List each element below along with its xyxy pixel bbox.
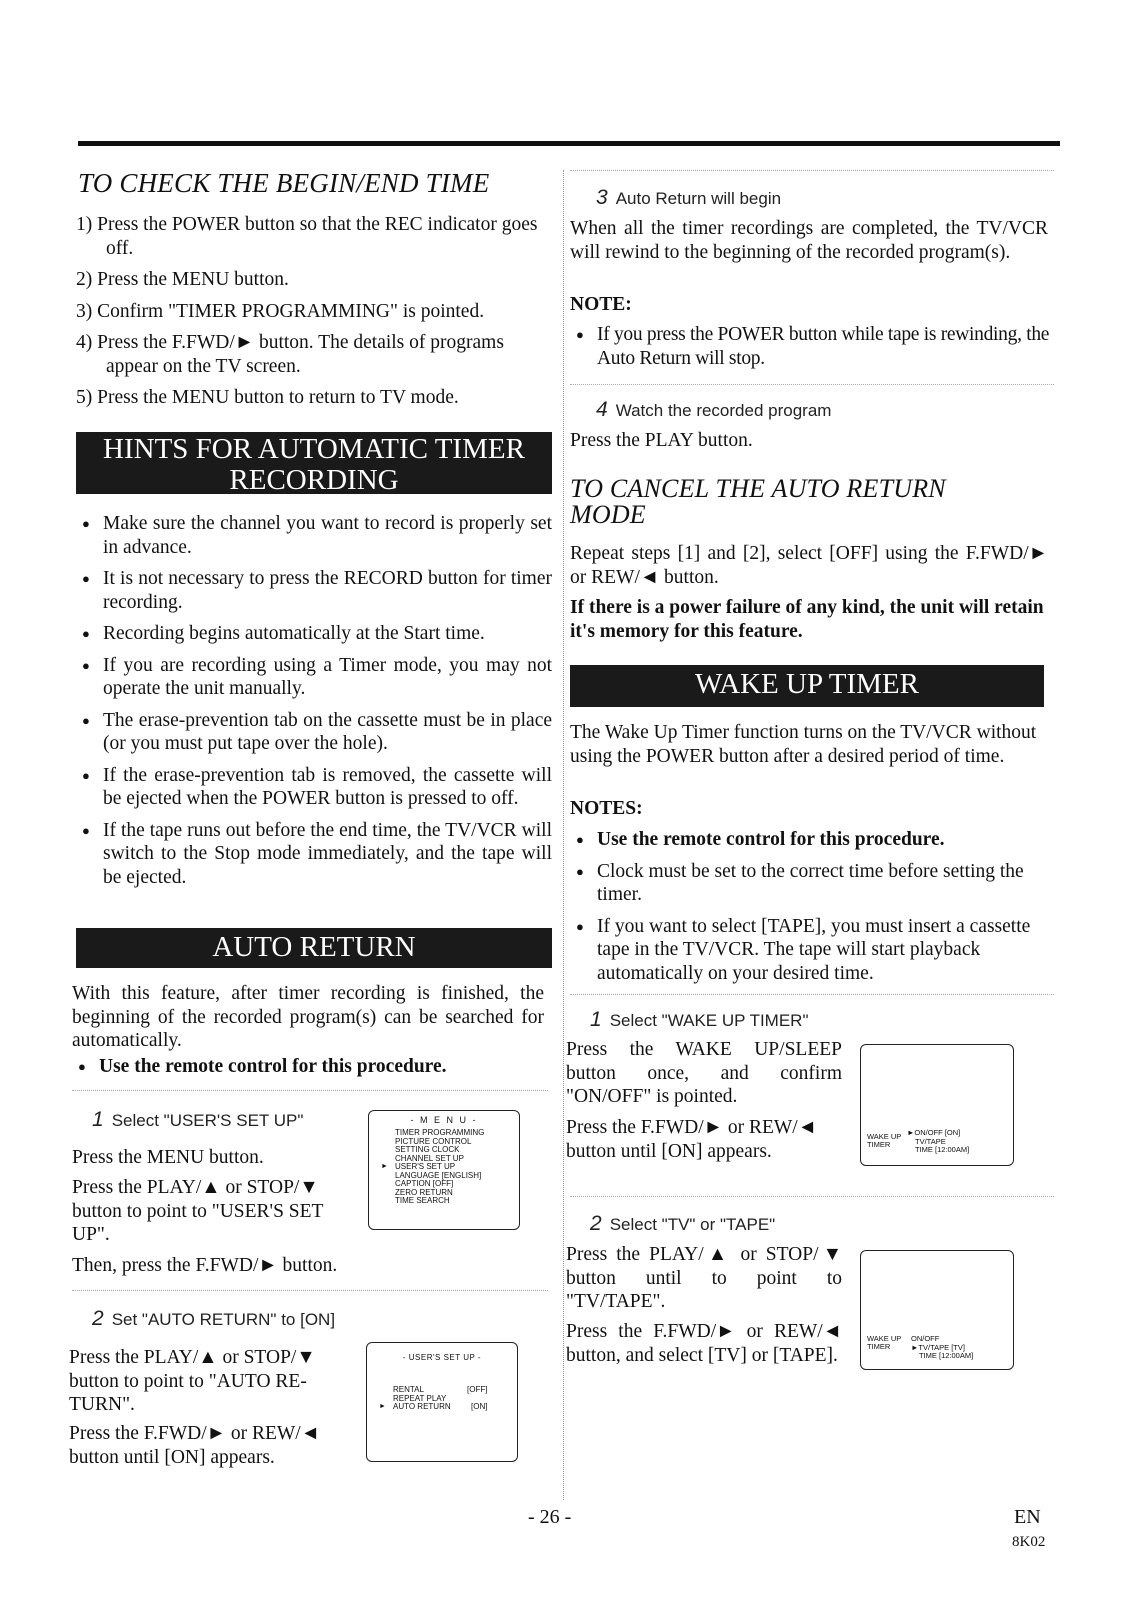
wake-step1-p1: Press the WAKE UP/SLEEP button once, and confirm "ON/OFF" is pointed.: [566, 1039, 842, 1107]
divider: [570, 384, 1054, 386]
auto-return-intro: With this feature, after timer recording is finished, the beginning of the recorded program(s) can be searched for automatically.: [72, 983, 544, 1051]
check-title: TO CHECK THE BEGIN/END TIME: [78, 168, 490, 198]
step-number: 3: [596, 186, 608, 209]
wake-label-line: TIMER: [867, 1140, 891, 1149]
list-item: ● Use the remote control for this procedure.: [570, 828, 1050, 852]
divider: [570, 170, 1054, 172]
divider: [72, 1090, 548, 1092]
step-title: Select "USER'S SET UP": [111, 1111, 304, 1130]
step1-heading: [92, 1108, 303, 1132]
auto-return-banner: AUTO RETURN: [76, 928, 552, 968]
list-item: ● It is not necessary to press the RECORD button for timer recording.: [76, 567, 552, 614]
step4-heading: [596, 398, 831, 422]
menu-screen: [368, 1110, 520, 1230]
wake-label: [867, 1335, 901, 1351]
setup-list: [367, 1386, 517, 1412]
menu-list: [369, 1129, 519, 1206]
step-number: 4: [596, 398, 608, 421]
setup-item-label: AUTO RETURN: [393, 1402, 451, 1411]
language-code: EN: [1014, 1506, 1041, 1528]
setup-item-value: [OFF]: [467, 1385, 488, 1394]
step-number: 1: [92, 1108, 104, 1131]
wake-step2-p1: Press the PLAY/▲ or STOP/▼ button until to point to "TV/TAPE".: [566, 1244, 842, 1312]
step-title: Auto Return will begin: [615, 189, 782, 208]
document-code: 8K02: [1012, 1534, 1046, 1550]
list-item: 5) Press the MENU button to return to TV mode.: [76, 387, 459, 408]
list-item: ● If you want to select [TAPE], you must insert a cassette tape in the TV/VCR. The tape will start playback automatically on your desired time.: [570, 915, 1050, 986]
wake-up-timer-banner: WAKE UP TIMER: [570, 665, 1044, 707]
list-item: 4) Press the F.FWD/► button. The details of programs appear on the TV screen.: [76, 332, 504, 377]
list-item: ● Clock must be set to the correct time before setting the timer.: [570, 860, 1050, 907]
menu-item: PICTURE CONTROL: [395, 1136, 472, 1146]
step-number: 2: [590, 1212, 602, 1235]
menu-item: ZERO RETURN: [395, 1187, 453, 1197]
note-list: [570, 323, 1050, 378]
wake-step1-p2: Press the F.FWD/► or REW/◄ button until [ON] appears.: [566, 1117, 817, 1162]
cancel-title: TO CANCEL THE AUTO RETURN MODE: [570, 474, 946, 529]
list-item: ● If you are recording using a Timer mode, you may not operate the unit manually.: [76, 654, 552, 701]
step2-heading: [92, 1307, 335, 1331]
list-item: 3) Confirm "TIMER PROGRAMMING" is pointed.: [76, 300, 485, 322]
banner-line: HINTS FOR AUTOMATIC TIMER: [103, 433, 525, 465]
banner-line: RECORDING: [229, 464, 399, 496]
wake-step2-p2: Press the F.FWD/► or REW/◄ button, and select [TV] or [TAPE].: [566, 1321, 842, 1366]
setup-item-selected: [393, 1403, 517, 1412]
wake-screen-1: [860, 1044, 1014, 1166]
setup-item-label: REPEAT PLAY: [393, 1393, 447, 1403]
step1-p3: Then, press the F.FWD/► button.: [72, 1255, 338, 1276]
note-label: NOTE:: [570, 294, 632, 315]
list-item: ● The erase-prevention tab on the cassette must be in place (or you must put tape over the hole).: [76, 709, 552, 756]
wake-label-line: WAKE UP: [867, 1132, 902, 1141]
notes-list: [570, 828, 1050, 993]
wake-screen-2: [860, 1250, 1014, 1370]
list-item: ● If the erase-prevention tab is removed, the cassette will be ejected when the POWER button is pressed to off.: [76, 764, 552, 811]
wake-step2-heading: [590, 1212, 775, 1236]
list-item: 2) Press the MENU button.: [76, 269, 289, 290]
list-item: ● Recording begins automatically at the Start time.: [76, 622, 552, 646]
menu-item-selected: ► USER'S SET UP: [395, 1163, 519, 1172]
remote-note-text: Use the remote control for this procedure.: [99, 1056, 447, 1077]
menu-item: CAPTION [OFF]: [395, 1179, 454, 1188]
step4-text: Press the PLAY button.: [570, 430, 753, 451]
menu-item: TIME SEARCH: [395, 1196, 450, 1205]
menu-item: TIMER PROGRAMMING: [395, 1128, 485, 1137]
hints-list: [76, 512, 552, 897]
step-number: 2: [92, 1307, 104, 1330]
hints-banner: [76, 432, 552, 494]
list-item: ● If you press the POWER button while tape is rewinding, the Auto Return will stop.: [570, 323, 1050, 370]
step2-p2: Press the F.FWD/► or REW/◄ button until [ON] appears.: [69, 1423, 320, 1468]
wake-label-line: TIMER: [867, 1342, 891, 1351]
step-number: 1: [590, 1008, 602, 1031]
power-failure-note: If there is a power failure of any kind, the unit will retain it's memory for this feature.: [570, 597, 1044, 642]
divider: [72, 1290, 548, 1292]
step3-heading: [596, 186, 781, 210]
setup-item-value: [ON]: [471, 1402, 488, 1411]
screen-header: - M E N U -: [410, 1115, 478, 1125]
cancel-text: Repeat steps [1] and [2], select [OFF] using the F.FWD/► or REW/◄ button.: [570, 543, 1048, 588]
wake-rows: [911, 1335, 973, 1361]
step-title: Watch the recorded program: [615, 401, 832, 420]
divider: [570, 1196, 1054, 1198]
check-steps: [76, 213, 556, 418]
wake-row: TV/TAPE: [915, 1136, 946, 1146]
step2-p1: Press the PLAY/▲ or STOP/▼ button to point to "AUTO RE-TURN".: [69, 1347, 316, 1415]
wake-intro: The Wake Up Timer function turns on the TV/VCR without using the POWER button after a desired period of time.: [570, 722, 1037, 767]
page-number: - 26 -: [528, 1506, 572, 1528]
menu-item: SETTING CLOCK: [395, 1145, 460, 1154]
wake-label-line: WAKE UP: [867, 1334, 902, 1343]
step-title: Select "WAKE UP TIMER": [609, 1011, 809, 1030]
step-title: Select "TV" or "TAPE": [609, 1215, 776, 1234]
screen-header: - USER'S SET UP -: [402, 1353, 482, 1362]
bullet-icon: ●: [78, 1059, 86, 1074]
wake-row: TIME [12:00AM]: [919, 1351, 974, 1360]
wake-step1-heading: [590, 1008, 809, 1032]
wake-row: TIME [12:00AM]: [915, 1145, 970, 1154]
notes-label: NOTES:: [570, 798, 643, 819]
wake-row: ►TV/TAPE [TV]: [911, 1342, 965, 1352]
column-separator: [563, 170, 565, 1500]
step1-p2: Press the PLAY/▲ or STOP/▼ button to point to "USER'S SET UP".: [72, 1177, 324, 1245]
list-item: ● Make sure the channel you want to record is properly set in advance.: [76, 512, 552, 559]
list-item: ● If the tape runs out before the end time, the TV/VCR will switch to the Stop mode immediately, and the tape will be ejected.: [76, 819, 552, 890]
step-title: Set "AUTO RETURN" to [ON]: [111, 1310, 336, 1329]
menu-item: LANGUAGE [ENGLISH]: [395, 1170, 482, 1180]
wake-label: [867, 1133, 901, 1149]
step1-p1: Press the MENU button.: [72, 1147, 264, 1168]
auto-return-remote-note: [72, 1055, 571, 1079]
wake-row: ►ON/OFF [ON]: [907, 1128, 961, 1137]
top-rule: [78, 141, 1060, 146]
users-setup-screen: [366, 1342, 518, 1462]
setup-item-label: RENTAL: [393, 1385, 424, 1394]
wake-rows: [907, 1129, 969, 1155]
divider: [570, 994, 1054, 996]
step3-text: When all the timer recordings are completed, the TV/VCR will rewind to the beginning of the recorded program(s).: [570, 218, 1048, 263]
wake-row: ON/OFF: [911, 1334, 940, 1343]
list-item: 1) Press the POWER button so that the REC indicator goes off.: [76, 214, 538, 259]
menu-item: CHANNEL SET UP: [395, 1153, 464, 1163]
